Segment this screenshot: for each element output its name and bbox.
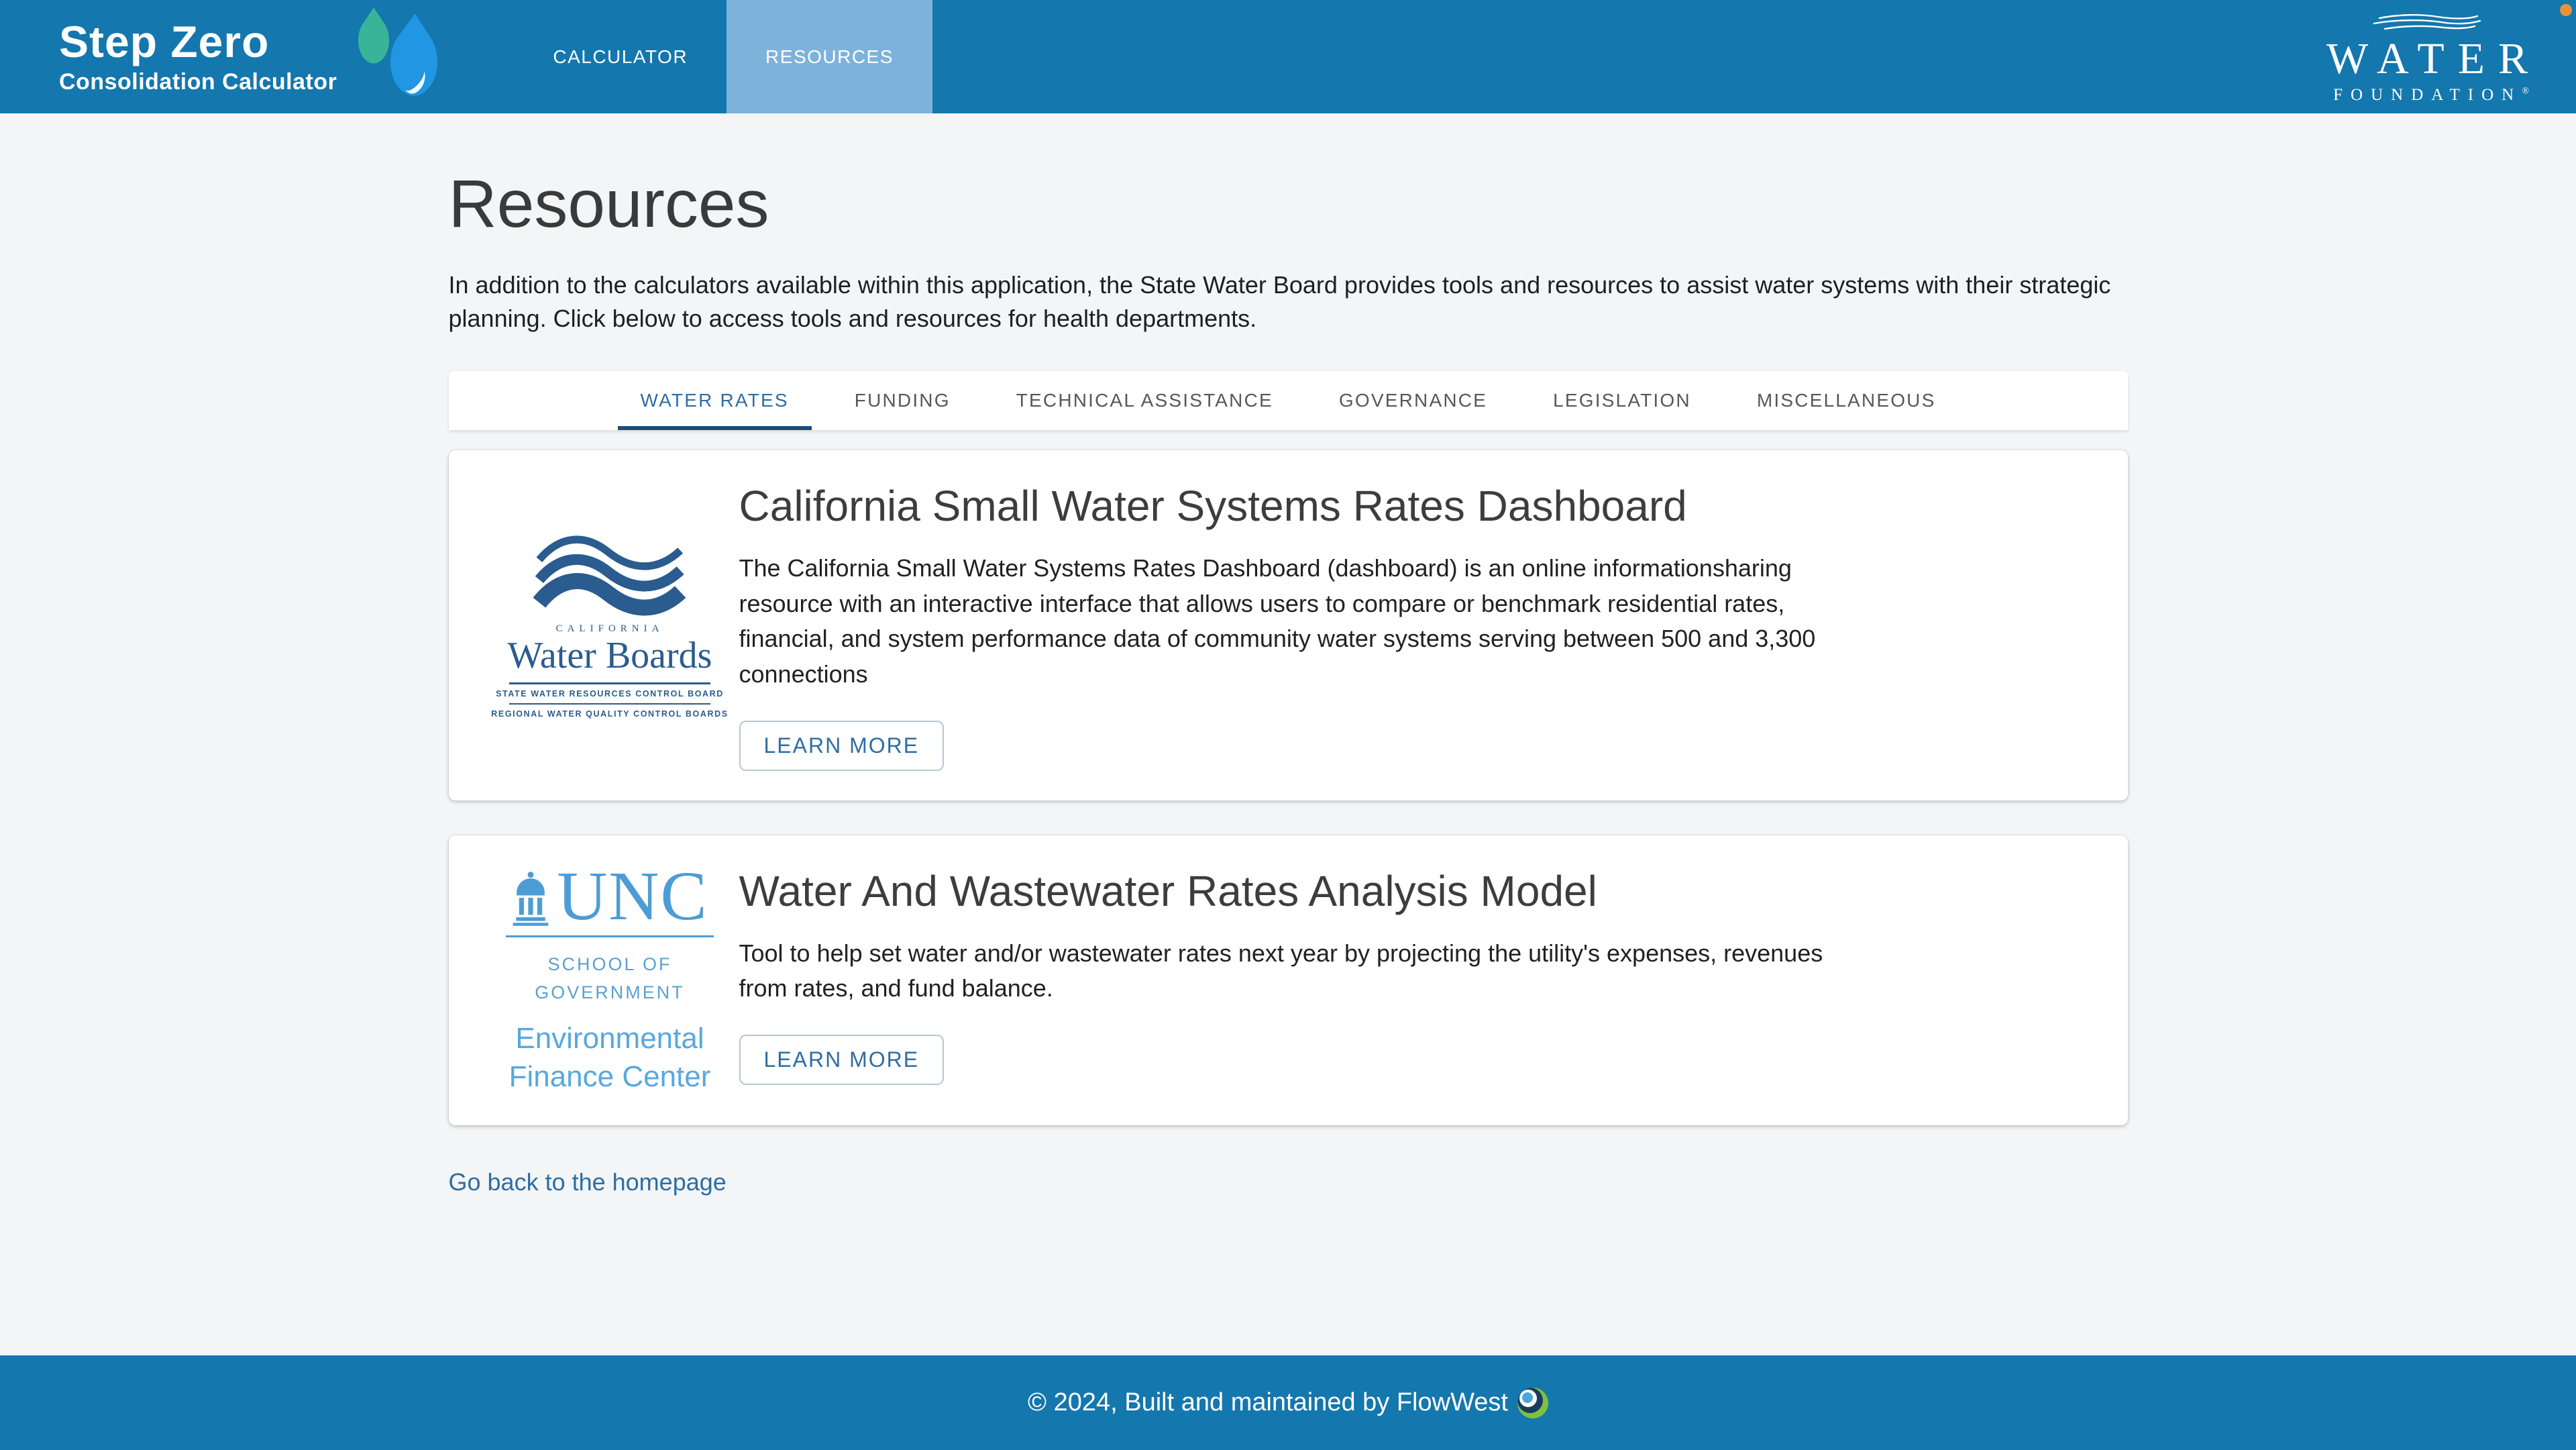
unc-acronym: UNC xyxy=(557,857,708,935)
unc-school-of-government xyxy=(535,951,685,1007)
app-footer xyxy=(0,1355,2576,1450)
tab-legislation[interactable]: LEGISLATION xyxy=(1553,390,1691,411)
app-logo-title: Step Zero xyxy=(59,17,270,66)
flowwest-logo-blue-dot xyxy=(1522,1392,1533,1403)
blue-drop-icon xyxy=(381,13,447,109)
water-foundation-logo xyxy=(2313,9,2541,105)
water-boards-rule xyxy=(509,682,710,684)
recording-indicator-dot xyxy=(2560,4,2572,16)
learn-more-button-rates-analysis-model[interactable]: LEARN MORE xyxy=(739,1035,945,1085)
environmental-finance-center xyxy=(509,1019,711,1096)
app-header xyxy=(0,0,2576,113)
app-logo-text xyxy=(59,19,337,95)
tab-funding[interactable]: FUNDING xyxy=(854,390,951,411)
unc-efc-logo xyxy=(481,857,739,1096)
tab-technical-assistance[interactable]: TECHNICAL ASSISTANCE xyxy=(1016,390,1273,411)
page-title: Resources xyxy=(448,166,769,242)
nav-tab-resources[interactable]: RESOURCES xyxy=(727,0,932,113)
resource-card-rates-analysis-model xyxy=(449,835,2128,1126)
water-boards-rule2 xyxy=(509,703,710,705)
tab-water-rates[interactable]: WATER RATES xyxy=(618,371,812,430)
page-intro: In addition to the calculators available within this application, the State Water Board provides tools and resources to assist water systems with their strategic planning. Click below to access tools and resources for health departments. xyxy=(448,271,2111,332)
efc-line1: Environmental xyxy=(515,1021,704,1055)
water-boards-logo xyxy=(481,480,739,770)
app-logo-subtitle: Consolidation Calculator xyxy=(59,69,337,95)
unc-school-line2: GOVERNMENT xyxy=(535,982,685,1002)
main-content xyxy=(449,166,2128,1196)
flowwest-logo-icon xyxy=(1517,1388,1548,1418)
nav-tab-calculator[interactable]: CALCULATOR xyxy=(553,46,688,67)
water-boards-california-label: CALIFORNIA xyxy=(555,623,664,635)
resource-category-tabs xyxy=(449,371,2128,430)
resource-card-rates-dashboard xyxy=(449,450,2128,800)
card-description-rates-analysis-model: Tool to help set water and/or wastewater rates next year by projecting the utility's expenses, revenues from rates, and fund balance. xyxy=(739,939,1823,1002)
homepage-link[interactable]: Go back to the homepage xyxy=(448,1168,727,1196)
app-logo[interactable] xyxy=(0,0,456,113)
unc-old-well-icon xyxy=(511,870,550,927)
main-nav xyxy=(514,0,932,113)
efc-line2: Finance Center xyxy=(508,1060,711,1093)
water-foundation-sub xyxy=(2313,86,2541,105)
unc-logo-row xyxy=(511,857,708,935)
water-foundation-waves-icon xyxy=(2370,13,2484,32)
water-boards-line2: REGIONAL WATER QUALITY CONTROL BOARDS xyxy=(491,709,729,719)
unc-school-line1: SCHOOL OF xyxy=(547,954,672,975)
tab-governance[interactable]: GOVERNANCE xyxy=(1338,390,1488,411)
footer-text: © 2024, Built and maintained by FlowWest xyxy=(1028,1388,1508,1416)
foundation-word: FOUNDATION xyxy=(2333,85,2522,104)
water-boards-name: Water Boards xyxy=(507,635,712,677)
unc-rule xyxy=(506,935,714,937)
tab-miscellaneous[interactable]: MISCELLANEOUS xyxy=(1756,390,1936,411)
card-title-rates-dashboard: California Small Water Systems Rates Dashboard xyxy=(739,482,1687,531)
card-description-rates-dashboard: The California Small Water Systems Rates Dashboard (dashboard) is an online informationsharing resource with an interactive interface that allows users to compare or benchmark residential rates, financial, and system performance data of community water systems serving between 500 and 3,300 connections xyxy=(739,554,1816,688)
registered-mark: ® xyxy=(2522,86,2529,97)
water-foundation-word: WATER xyxy=(2326,34,2541,83)
water-drops-icon xyxy=(356,6,456,108)
learn-more-button-rates-dashboard[interactable]: LEARN MORE xyxy=(739,721,945,771)
teal-drop-icon xyxy=(352,7,396,73)
card-title-rates-analysis-model: Water And Wastewater Rates Analysis Model xyxy=(739,866,1597,915)
water-boards-line1: STATE WATER RESOURCES CONTROL BOARD xyxy=(496,688,724,698)
water-boards-waves-icon xyxy=(516,532,704,618)
card-body xyxy=(739,480,2096,770)
card-body xyxy=(739,865,2096,1096)
